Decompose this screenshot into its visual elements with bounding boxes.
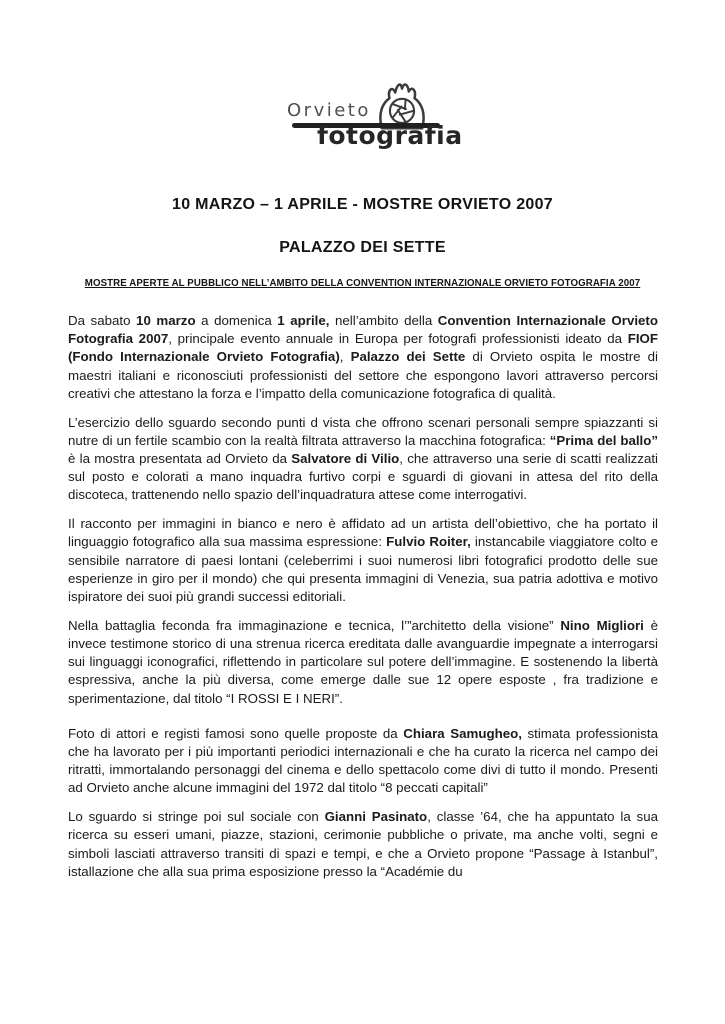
document-title: 10 MARZO – 1 APRILE - MOSTRE ORVIETO 2007 — [172, 196, 553, 213]
logo-text-orvieto: Orvieto — [287, 100, 371, 121]
orvieto-fotografia-logo — [287, 78, 463, 150]
document-body — [68, 312, 658, 892]
paragraph-5: Foto di attori e registi famosi sono quelle proposte da Chiara Samugheo, stimata professionista che ha lavorato per i più importanti periodici internazionali e che ha curato la ricerca nel campo dei ritratti, immortalando personaggi del cinema e dello spettacolo come divi di tutto il mondo. Presenti ad Orvieto anche alcune immagini del 1972 dal titolo “8 peccati capitali” — [68, 725, 658, 796]
paragraph-3: Il racconto per immagini in bianco e nero è affidato ad un artista dell’obiettivo, che ha portato il linguaggio fotografico alla sua massima espressione: Fulvio Roiter, instancabile viaggiatore colto e sensibile narratore di paesi lontani (celeberrimi i suoi numerosi libri fotografici prodotto delle sue esperienze in giro per il mondo) che qui presenta immagini di Venezia, sua patria adottiva e motivo ispiratore dei suoi più grandi successi editoriali. — [68, 516, 658, 605]
document-subtitle: PALAZZO DEI SETTE — [279, 239, 446, 256]
paragraph-4: Nella battaglia feconda fra immaginazione e tecnica, l’”architetto della visione” Nino Migliori è invece testimone storico di una strenua ricerca ereditata dalle avanguardie impegnate a interrogarsi sui linguaggi iconografici, riflettendo in particolare sul potere dell’immagine. E sostenendo la libertà espressiva, anche la più diversa, come emerge dalle sue 12 opere esposte , fra tradizione e sperimentazione, dal titolo “I ROSSI E I NERI”. — [68, 617, 658, 706]
paragraph-6: Lo sguardo si stringe poi sul sociale con Gianni Pasinato, classe ’64, che ha appuntato la sua ricerca su esseri umani, piazze, stazioni, cerimonie pubbliche o private, ma anche volti, segni e simboli lasciati attraverso transiti di spazi e tempi, e che a Orvieto propone “Passage à Istanbul”, istallazione che alla sua prima esposizione presso la “Académie du — [68, 809, 658, 879]
exhibition-banner: MOSTRE APERTE AL PUBBLICO NELL’AMBITO DELLA CONVENTION INTERNAZIONALE ORVIETO FOTOGRAFIA 2007 — [84, 278, 641, 289]
paragraph-1: Da sabato 10 marzo a domenica 1 aprile, nell’ambito della Convention Internazionale Orvieto Fotografia 2007, principale evento annuale in Europa per fotografi professionisti ideato da FIOF (Fondo Internazionale Orvieto Fotografia), Palazzo dei Sette di Orvieto ospita le mostre di maestri italiani e riconosciuti professionisti del settore che espongono lavori attraverso percorsi creativi che attestano la forza e l’impatto della comunicazione fotografica di qualità. — [68, 313, 659, 401]
paragraph-2: L’esercizio dello sguardo secondo punti d vista che offrono scenari personali sempre spiazzanti si nutre di un fertile scambio con la realtà filtrata attraverso la macchina fotografica: “Prima del ballo” è la mostra presentata ad Orvieto da Salvatore di Vilio, che attraverso una serie di scatti realizzati sul posto e colorati a mano inquadra furtivo corpi e sguardi di giovani in attesa del rito della discoteca, trattenendo nello spazio dell’inquadratura attese come interrogativi. — [68, 414, 658, 503]
logo-text-fotografia: fotografia — [317, 121, 463, 150]
